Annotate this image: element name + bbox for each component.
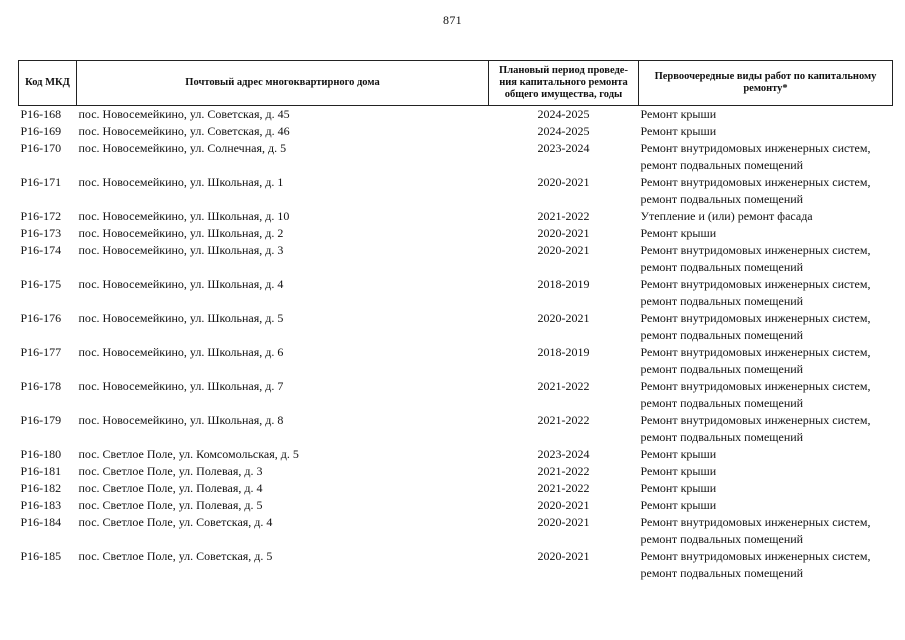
cell-address: пос. Светлое Поле, ул. Советская, д. 5 (78, 549, 273, 563)
table-row (19, 310, 893, 344)
cell-address: пос. Новосемейкино, ул. Школьная, д. 3 (78, 243, 284, 257)
table-row (19, 412, 893, 446)
works-line: ремонт подвальных помещений (640, 362, 804, 376)
cell-code: Р16-176 (20, 311, 62, 325)
works-line: Ремонт крыши (640, 124, 717, 138)
cell-code: Р16-183 (20, 498, 62, 512)
works-line: Ремонт крыши (640, 447, 717, 461)
table-row (19, 344, 893, 378)
cell-period: 2023-2024 (537, 447, 590, 461)
works-line: Ремонт крыши (640, 464, 717, 478)
works-line: Ремонт внутридомовых инженерных систем, (640, 141, 871, 155)
header-period: Плановый период проведе-ния капитального ремонта общего имущества, годы (489, 61, 639, 106)
cell-address: пос. Новосемейкино, ул. Советская, д. 45 (78, 107, 290, 121)
works-line: ремонт подвальных помещений (640, 294, 804, 308)
cell-code: Р16-178 (20, 379, 62, 393)
cell-code: Р16-180 (20, 447, 62, 461)
cell-works (639, 276, 893, 310)
table-row (19, 378, 893, 412)
cell-code: Р16-181 (20, 464, 62, 478)
works-line: Ремонт внутридомовых инженерных систем, (640, 413, 871, 427)
works-line: ремонт подвальных помещений (640, 566, 804, 580)
cell-code: Р16-184 (20, 515, 62, 529)
table-row (19, 174, 893, 208)
cell-period: 2020-2021 (537, 311, 590, 325)
table-row (19, 123, 893, 140)
cell-code: Р16-179 (20, 413, 62, 427)
cell-code: Р16-170 (20, 141, 62, 155)
capital-repair-table (18, 60, 893, 582)
works-line: Ремонт внутридомовых инженерных систем, (640, 175, 871, 189)
works-line: Ремонт крыши (640, 107, 717, 121)
header-row (19, 61, 893, 106)
works-line: ремонт подвальных помещений (640, 328, 804, 342)
table-row (19, 208, 893, 225)
table-header (19, 61, 893, 106)
cell-works (639, 514, 893, 548)
cell-period: 2020-2021 (537, 175, 590, 189)
cell-period: 2020-2021 (537, 549, 590, 563)
cell-works (639, 344, 893, 378)
table-row (19, 446, 893, 463)
page-number: 871 (443, 13, 462, 27)
table-row (19, 140, 893, 174)
works-line: Ремонт внутридомовых инженерных систем, (640, 277, 871, 291)
table-row (19, 480, 893, 497)
cell-works (639, 446, 893, 463)
table-row (19, 548, 893, 582)
cell-code: Р16-175 (20, 277, 62, 291)
cell-address: пос. Новосемейкино, ул. Школьная, д. 8 (78, 413, 284, 427)
cell-code: Р16-185 (20, 549, 62, 563)
cell-code: Р16-169 (20, 124, 62, 138)
cell-period: 2020-2021 (537, 498, 590, 512)
works-line: Ремонт крыши (640, 481, 717, 495)
cell-period: 2021-2022 (537, 379, 590, 393)
header-works: Первоочередные виды работ по капитальному ремонту* (639, 61, 893, 106)
header-code: Код МКД (19, 61, 77, 106)
cell-works (639, 140, 893, 174)
table-row (19, 514, 893, 548)
cell-period: 2021-2022 (537, 481, 590, 495)
table-body (19, 106, 893, 583)
cell-period: 2021-2022 (537, 209, 590, 223)
cell-works (639, 106, 893, 124)
cell-works (639, 225, 893, 242)
header-address: Почтовый адрес многоквартирного дома (77, 61, 489, 106)
table-row (19, 225, 893, 242)
table-row (19, 463, 893, 480)
cell-works (639, 497, 893, 514)
works-line: Ремонт внутридомовых инженерных систем, (640, 243, 871, 257)
table-row (19, 106, 893, 124)
cell-works (639, 412, 893, 446)
cell-period: 2024-2025 (537, 124, 590, 138)
cell-address: пос. Новосемейкино, ул. Школьная, д. 1 (78, 175, 284, 189)
works-line: ремонт подвальных помещений (640, 430, 804, 444)
cell-address: пос. Новосемейкино, ул. Школьная, д. 10 (78, 209, 290, 223)
cell-period: 2024-2025 (537, 107, 590, 121)
cell-address: пос. Новосемейкино, ул. Советская, д. 46 (78, 124, 290, 138)
table-row (19, 497, 893, 514)
cell-period: 2021-2022 (537, 464, 590, 478)
works-line: ремонт подвальных помещений (640, 260, 804, 274)
works-line: Ремонт внутридомовых инженерных систем, (640, 515, 871, 529)
cell-works (639, 378, 893, 412)
cell-address: пос. Светлое Поле, ул. Полевая, д. 5 (78, 498, 263, 512)
cell-address: пос. Новосемейкино, ул. Школьная, д. 5 (78, 311, 284, 325)
works-line: ремонт подвальных помещений (640, 158, 804, 172)
works-line: ремонт подвальных помещений (640, 192, 804, 206)
works-line: Ремонт крыши (640, 498, 717, 512)
cell-works (639, 174, 893, 208)
cell-works (639, 123, 893, 140)
cell-works (639, 242, 893, 276)
works-line: Утепление и (или) ремонт фасада (640, 209, 813, 223)
works-line: ремонт подвальных помещений (640, 532, 804, 546)
works-line: Ремонт внутридомовых инженерных систем, (640, 311, 871, 325)
cell-period: 2021-2022 (537, 413, 590, 427)
table-row (19, 276, 893, 310)
cell-period: 2020-2021 (537, 515, 590, 529)
cell-period: 2020-2021 (537, 226, 590, 240)
works-line: Ремонт внутридомовых инженерных систем, (640, 379, 871, 393)
cell-works (639, 480, 893, 497)
cell-code: Р16-171 (20, 175, 62, 189)
cell-code: Р16-168 (20, 107, 62, 121)
cell-works (639, 463, 893, 480)
cell-code: Р16-182 (20, 481, 62, 495)
cell-address: пос. Светлое Поле, ул. Полевая, д. 4 (78, 481, 263, 495)
cell-address: пос. Светлое Поле, ул. Полевая, д. 3 (78, 464, 263, 478)
cell-code: Р16-173 (20, 226, 62, 240)
cell-address: пос. Новосемейкино, ул. Солнечная, д. 5 (78, 141, 287, 155)
cell-address: пос. Светлое Поле, ул. Комсомольская, д. 5 (78, 447, 299, 461)
cell-address: пос. Новосемейкино, ул. Школьная, д. 7 (78, 379, 284, 393)
cell-code: Р16-172 (20, 209, 62, 223)
cell-period: 2023-2024 (537, 141, 590, 155)
works-line: Ремонт внутридомовых инженерных систем, (640, 549, 871, 563)
works-line: ремонт подвальных помещений (640, 396, 804, 410)
cell-address: пос. Светлое Поле, ул. Советская, д. 4 (78, 515, 273, 529)
cell-period: 2018-2019 (537, 277, 590, 291)
cell-period: 2020-2021 (537, 243, 590, 257)
cell-works (639, 208, 893, 225)
cell-works (639, 310, 893, 344)
works-line: Ремонт крыши (640, 226, 717, 240)
cell-address: пос. Новосемейкино, ул. Школьная, д. 4 (78, 277, 284, 291)
cell-address: пос. Новосемейкино, ул. Школьная, д. 6 (78, 345, 284, 359)
cell-period: 2018-2019 (537, 345, 590, 359)
works-line: Ремонт внутридомовых инженерных систем, (640, 345, 871, 359)
cell-code: Р16-177 (20, 345, 62, 359)
table-row (19, 242, 893, 276)
cell-code: Р16-174 (20, 243, 62, 257)
cell-works (639, 548, 893, 582)
cell-address: пос. Новосемейкино, ул. Школьная, д. 2 (78, 226, 284, 240)
